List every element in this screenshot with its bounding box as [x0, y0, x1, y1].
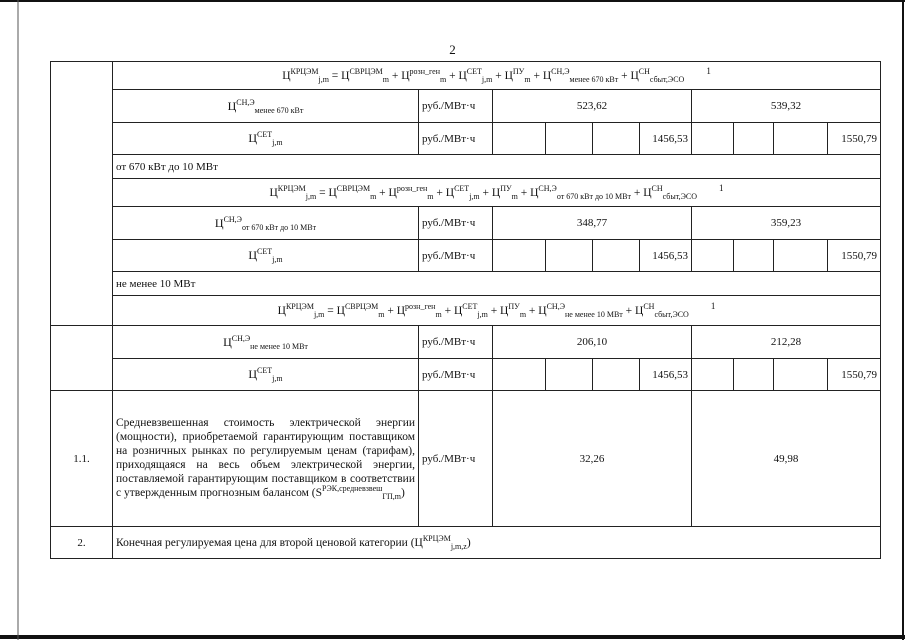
value-cell: 359,23: [692, 207, 881, 240]
unit-cell: руб./МВт·ч: [419, 326, 493, 359]
unit-cell: руб./МВт·ч: [419, 207, 493, 240]
value-cell: 1456,53: [640, 240, 692, 272]
value-cell: 1456,53: [640, 359, 692, 391]
symbol-sn-e-670-10: $Ц^{СН,Э}_{от 670 кВт до 10 МВт}$: [113, 207, 419, 240]
formula-less-670: $Ц^{КРЦЭМ}_{j,m} = Ц^{СВРЦЭМ}_m + Ц^{розн\_ген}_m + Ц^{СЕТ}_{j,m} + Ц^{ПУ}_m + Ц^{СН,Э}_{менее 670 кВт} + Ц^{СН}_{сбыт,ЭСО}^1$: [113, 62, 881, 90]
value-cell: 523,62: [493, 90, 692, 123]
symbol-set: $Ц^{СЕТ}_{j,m}$: [113, 359, 419, 391]
tariff-table: [50, 61, 881, 559]
row-description: Средневзвешенная стоимость электрической энергии (мощности), приобретаемой гарантирующим поставщиком на розничных рынках по регулируемым ценам (тарифам), приходящаяся на весь объем электрической энергии, поставляемой гарантирующим поставщиком в соответствии с утвержденным прогнозным балансом $(S^{РЭК,средневзвеш}_{ГП,m})$: [113, 391, 419, 527]
page-number: 2: [449, 42, 456, 57]
symbol-set: $Ц^{СЕТ}_{j,m}$: [113, 240, 419, 272]
symbol-sn-e-not-less-10: $Ц^{СН,Э}_{не менее 10 МВт}$: [113, 326, 419, 359]
value-cell: 49,98: [692, 391, 881, 527]
value-cell: 206,10: [493, 326, 692, 359]
row-number: 1.1.: [51, 391, 113, 527]
unit-cell: руб./МВт·ч: [419, 123, 493, 155]
unit-cell: руб./МВт·ч: [419, 240, 493, 272]
row-number: 2.: [51, 527, 113, 559]
value-cell: 348,77: [493, 207, 692, 240]
value-cell: 1550,79: [828, 359, 881, 391]
row-number-empty: [51, 62, 113, 326]
value-cell: 1456,53: [640, 123, 692, 155]
value-cell: 1550,79: [828, 123, 881, 155]
section-title: от 670 кВт до 10 МВт: [113, 155, 881, 179]
row-description: Конечная регулируемая цена для второй ценовой категории $(Ц^{КРЦЭМ}_{j,m,z})$: [113, 527, 881, 559]
unit-cell: руб./МВт·ч: [419, 90, 493, 123]
value-cell: 539,32: [692, 90, 881, 123]
unit-cell: руб./МВт·ч: [419, 391, 493, 527]
section-title: не менее 10 МВт: [113, 272, 881, 296]
symbol-sn-e-less-670: $Ц^{СН,Э}_{менее 670 кВт}$: [113, 90, 419, 123]
value-cell: 1550,79: [828, 240, 881, 272]
symbol-set: $Ц^{СЕТ}_{j,m}$: [113, 123, 419, 155]
formula-670-to-10: $Ц^{КРЦЭМ}_{j,m} = Ц^{СВРЦЭМ}_m + Ц^{розн\_ген}_m + Ц^{СЕТ}_{j,m} + Ц^{ПУ}_m + Ц^{СН,Э}_{от 670 кВт до 10 МВт} + Ц^{СН}_{сбыт,ЭСО}^1$: [113, 179, 881, 207]
unit-cell: руб./МВт·ч: [419, 359, 493, 391]
formula-not-less-10: $Ц^{КРЦЭМ}_{j,m} = Ц^{СВРЦЭМ}_m + Ц^{розн\_ген}_m + Ц^{СЕТ}_{j,m} + Ц^{ПУ}_m + Ц^{СН,Э}_{не менее 10 МВт} + Ц^{СН}_{сбыт,ЭСО}^1$: [113, 296, 881, 326]
row-number-empty: [51, 326, 113, 391]
value-cell: 212,28: [692, 326, 881, 359]
value-cell: 32,26: [493, 391, 692, 527]
